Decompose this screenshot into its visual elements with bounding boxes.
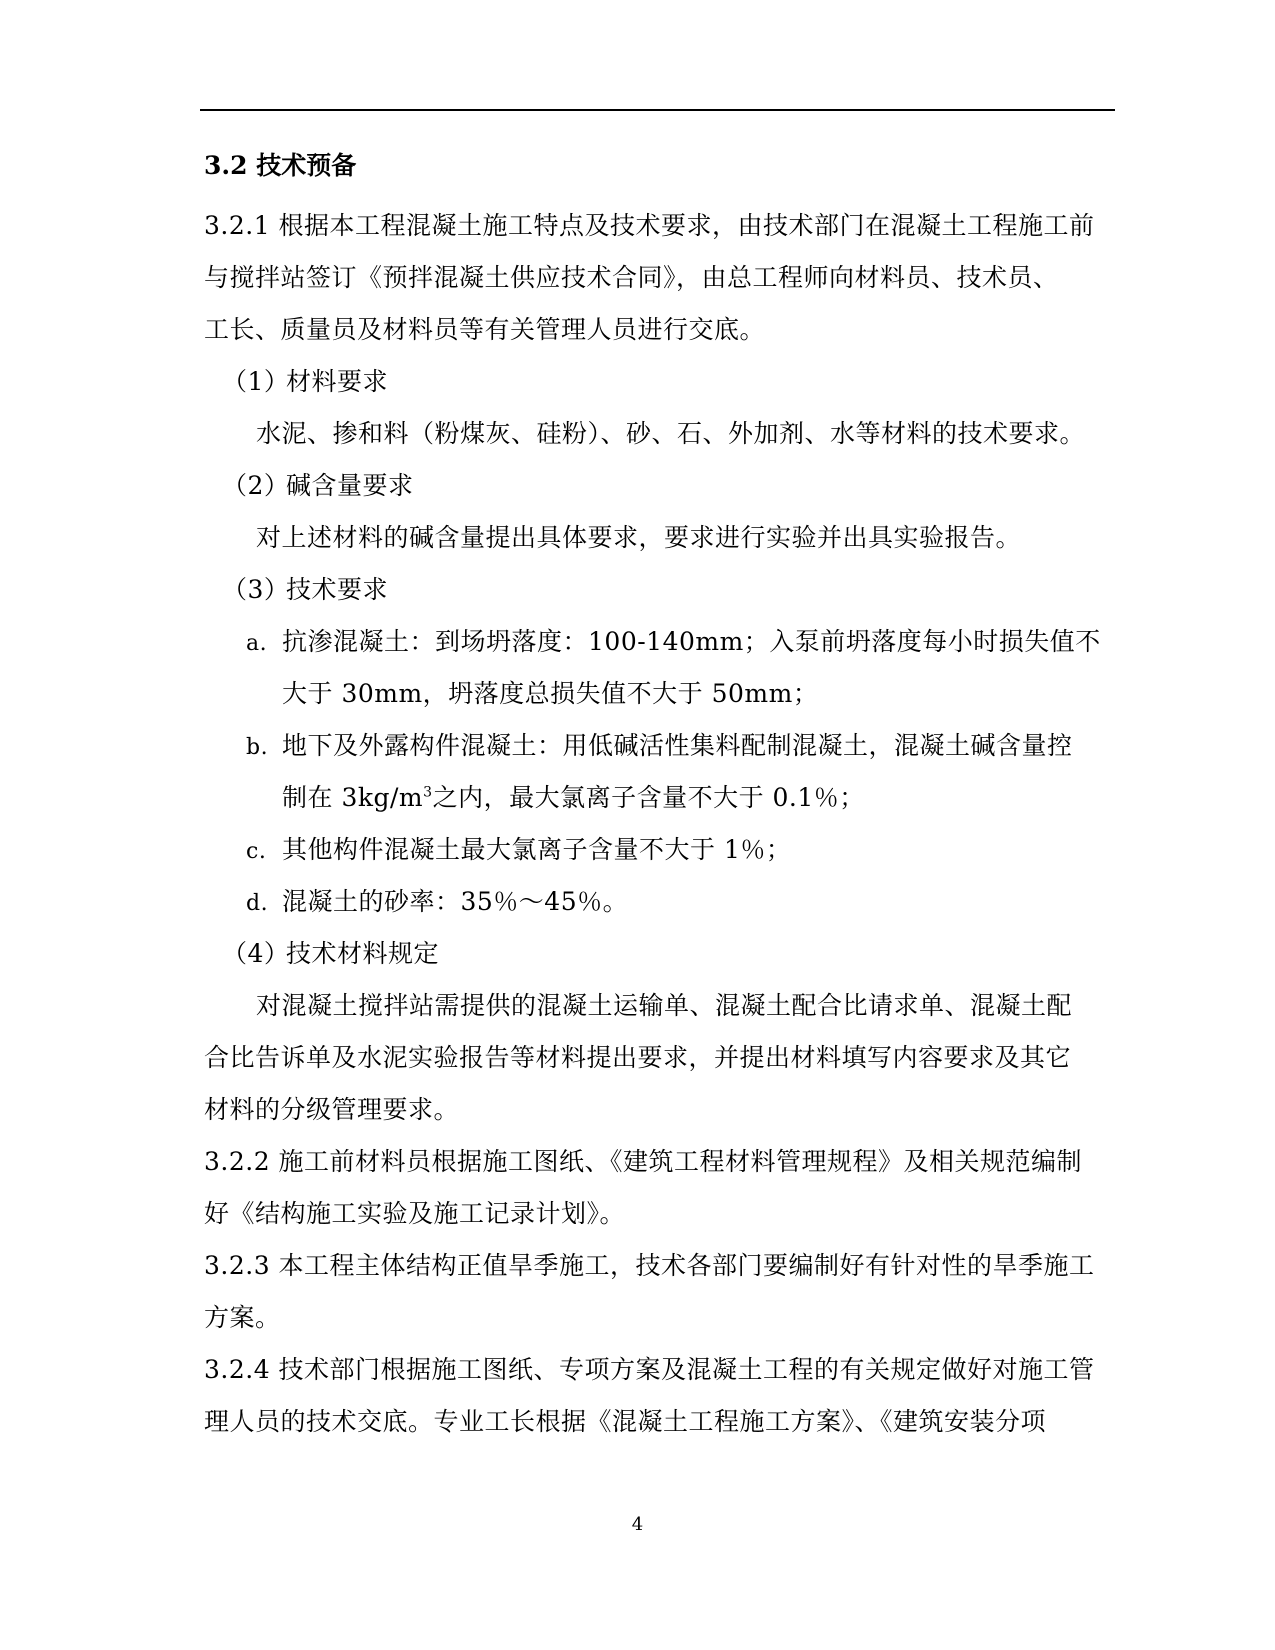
paragraph-line: 3.2.1 根据本工程混凝土施工特点及技术要求，由技术部门在混凝土工程施工前 <box>204 211 1095 240</box>
list-item-marker: d. <box>246 891 269 916</box>
list-item-continuation: 大于 30mm，坍落度总损失值不大于 50mm； <box>282 679 819 708</box>
list-item-continuation <box>204 772 1116 824</box>
subsection-materials <box>204 356 1116 460</box>
list-item-text: 地下及外露构件混凝土：用低碱活性集料配制混凝土，混凝土碱含量控 <box>282 731 1073 760</box>
list-item-marker: c. <box>246 839 267 864</box>
paragraph-line: 工长、质量员及材料员等有关管理人员进行交底。 <box>204 315 766 344</box>
paragraph-line: 3.2.3 本工程主体结构正值旱季施工，技术各部门要编制好有针对性的旱季施工 <box>204 1251 1095 1280</box>
list-item-marker: a. <box>246 631 268 656</box>
subsection-label: 技术要求 <box>286 575 389 604</box>
subsection-documents <box>204 928 1116 1136</box>
list-item-text: 混凝土的砂率：35％～45％。 <box>282 887 629 916</box>
list-item-text-post: 之内，最大氯离子含量不大于 0.1％； <box>432 783 865 812</box>
subsection-title <box>204 564 1116 616</box>
subsection-body: 对上述材料的碱含量提出具体要求，要求进行实验并出具实验报告。 <box>256 523 1022 552</box>
subsection-label: 技术材料规定 <box>286 939 440 968</box>
paragraph-line: 方案。 <box>204 1303 281 1332</box>
list-item <box>204 616 1116 668</box>
subsection-body: 水泥、掺和料（粉煤灰、硅粉）、砂、石、外加剂、水等材料的技术要求。 <box>256 419 1086 448</box>
paragraph-line: 对混凝土搅拌站需提供的混凝土运输单、混凝土配合比请求单、混凝土配 <box>256 991 1073 1020</box>
paragraph-3-2-1 <box>204 200 1116 356</box>
subsection-alkali <box>204 460 1116 564</box>
list-item <box>204 876 1116 928</box>
paragraph-line: 合比告诉单及水泥实验报告等材料提出要求，并提出材料填写内容要求及其它 <box>204 1043 1072 1072</box>
paragraph-line: 材料的分级管理要求。 <box>204 1095 460 1124</box>
subsection-number: （4） <box>222 939 290 968</box>
section-heading: 3.2 技术预备 <box>204 151 357 180</box>
subsection-title <box>204 356 1116 408</box>
paragraph-3-2-4 <box>204 1344 1116 1448</box>
subsection-title <box>204 928 1116 980</box>
superscript: 3 <box>423 784 433 801</box>
subsection-label: 材料要求 <box>286 367 389 396</box>
list-item-text: 抗渗混凝土：到场坍落度：100-140mm；入泵前坍落度每小时损失值不 <box>282 627 1101 656</box>
list-item-text: 其他构件混凝土最大氯离子含量不大于 1％； <box>282 835 792 864</box>
paragraph-3-2-2 <box>204 1136 1116 1240</box>
header-rule <box>200 109 1115 111</box>
paragraph-line: 与搅拌站签订《预拌混凝土供应技术合同》，由总工程师向材料员、技术员、 <box>204 263 1059 292</box>
subsection-number: （2） <box>222 471 290 500</box>
paragraph-line: 好《结构施工实验及施工记录计划》。 <box>204 1199 626 1228</box>
document-body <box>204 140 1116 1448</box>
subsection-label: 碱含量要求 <box>286 471 414 500</box>
list-item-text-pre: 制在 3kg/m <box>282 783 424 812</box>
subsection-number: （1） <box>222 367 290 396</box>
subsection-title <box>204 460 1116 512</box>
page-number: 4 <box>631 1514 644 1535</box>
list-item-marker: b. <box>246 735 269 760</box>
paragraph-3-2-3 <box>204 1240 1116 1344</box>
paragraph-line: 3.2.4 技术部门根据施工图纸、专项方案及混凝土工程的有关规定做好对施工管 <box>204 1355 1095 1384</box>
paragraph-line: 理人员的技术交底。专业工长根据《混凝土工程施工方案》、《建筑安装分项 <box>204 1407 1047 1436</box>
list-item <box>204 720 1116 772</box>
list-item <box>204 824 1116 876</box>
subsection-number: （3） <box>222 575 290 604</box>
subsection-technical <box>204 564 1116 928</box>
paragraph-line: 3.2.2 施工前材料员根据施工图纸、《建筑工程材料管理规程》及相关规范编制 <box>204 1147 1083 1176</box>
